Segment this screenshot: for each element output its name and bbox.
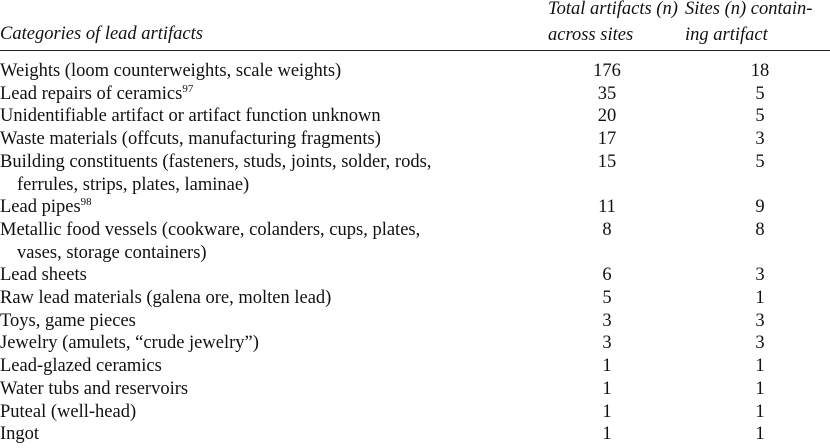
row-label-text: Water tubs and reservoirs [0,378,189,399]
table-row [0,60,830,83]
row-label [0,401,540,424]
sites-count-cell: 3 [755,265,765,286]
row-label-continuation: ferrules, strips, plates, laminae) [17,174,250,195]
row-label-text: Toys, game pieces [0,310,136,331]
total-artifacts-cell: 1 [602,424,612,445]
total-artifacts-cell: 3 [602,333,612,354]
row-label-text: Raw lead materials (galena ore, molten lead) [0,288,332,309]
row-label [0,60,540,83]
row-label-text: Lead-glazed ceramics [0,356,162,377]
row-label [0,310,540,333]
sites-count-cell: 9 [755,197,765,218]
row-label-text: Building constituents (fasteners, studs, joints, solder, rods, [0,151,432,172]
sites-count-cell: 1 [755,378,765,399]
row-label-text: Waste materials (offcuts, manufacturing fragments) [0,129,381,150]
table-row [0,310,830,333]
table-row [0,196,830,219]
row-label-text: Weights (loom counterweights, scale weights) [0,61,342,81]
column-header-category: Categories of lead artifacts [0,24,203,44]
total-artifacts-cell: 3 [602,310,612,331]
total-artifacts-cell: 15 [597,151,617,172]
row-label [0,196,540,219]
sites-count-cell: 5 [755,83,765,104]
footnote-ref: 98 [80,196,92,209]
column-header-sites [685,0,812,48]
table-row [0,83,830,106]
table-row [0,332,830,355]
row-label [0,219,540,242]
sites-count-cell: 1 [755,401,765,422]
table-row [0,378,830,401]
row-label-text: Lead sheets [0,265,87,286]
sites-count-cell: 1 [755,356,765,377]
table-row [0,105,830,128]
column-header-total-line1: Total artifacts (n) [548,0,678,19]
row-label [0,332,540,355]
sites-count-cell: 5 [755,106,765,127]
table-row [0,219,830,264]
row-label [0,378,540,401]
row-label [0,264,540,287]
row-label [0,287,540,310]
total-artifacts-cell: 11 [598,197,616,218]
row-label [0,128,540,151]
row-label [0,83,540,106]
total-artifacts-cell: 1 [602,401,612,422]
table-row [0,401,830,424]
row-label-text: Metallic food vessels (cookware, colanders, cups, plates, [0,219,421,240]
table-row [0,151,830,196]
column-header-sites-line1: Sites (n) contain- [685,0,813,19]
table-row [0,355,830,378]
sites-count-cell: 5 [755,151,765,172]
row-label-text: Lead repairs of ceramics [0,83,183,104]
column-header-total [548,0,678,48]
table-row [0,128,830,151]
total-artifacts-cell: 6 [602,265,612,286]
total-artifacts-cell: 35 [597,83,617,104]
total-artifacts-cell: 8 [602,219,612,240]
total-artifacts-cell: 1 [602,356,612,377]
sites-count-cell: 1 [755,288,765,309]
total-artifacts-cell: 176 [593,61,621,81]
sites-count-cell: 1 [755,424,765,445]
row-label-text: Lead pipes [0,197,81,218]
sites-count-cell: 3 [755,333,765,354]
row-label-text: Jewelry (amulets, “crude jewelry”) [0,333,259,354]
row-label-text: Unidentifiable artifact or artifact function unknown [0,106,381,127]
total-artifacts-cell: 1 [602,378,612,399]
footnote-ref: 97 [182,82,194,95]
row-label [0,105,540,128]
sites-count-cell: 3 [755,310,765,331]
column-header-total-line2: across sites [548,25,634,45]
table-row [0,423,830,446]
row-label-text: Puteal (well-head) [0,401,137,422]
table-row [0,264,830,287]
row-label-continuation: vases, storage containers) [17,242,207,263]
table-row [0,287,830,310]
total-artifacts-cell: 5 [602,288,612,309]
total-artifacts-cell: 17 [597,129,617,150]
row-label [0,151,540,174]
row-label-text: Ingot [0,424,40,445]
column-header-sites-line2: ing artifact [685,25,768,45]
total-artifacts-cell: 20 [597,106,617,127]
table-body [0,60,830,446]
sites-count-cell: 18 [750,61,770,81]
row-label [0,355,540,378]
sites-count-cell: 8 [755,219,765,240]
sites-count-cell: 3 [755,129,765,150]
row-label [0,423,540,446]
header-rule [0,50,830,51]
